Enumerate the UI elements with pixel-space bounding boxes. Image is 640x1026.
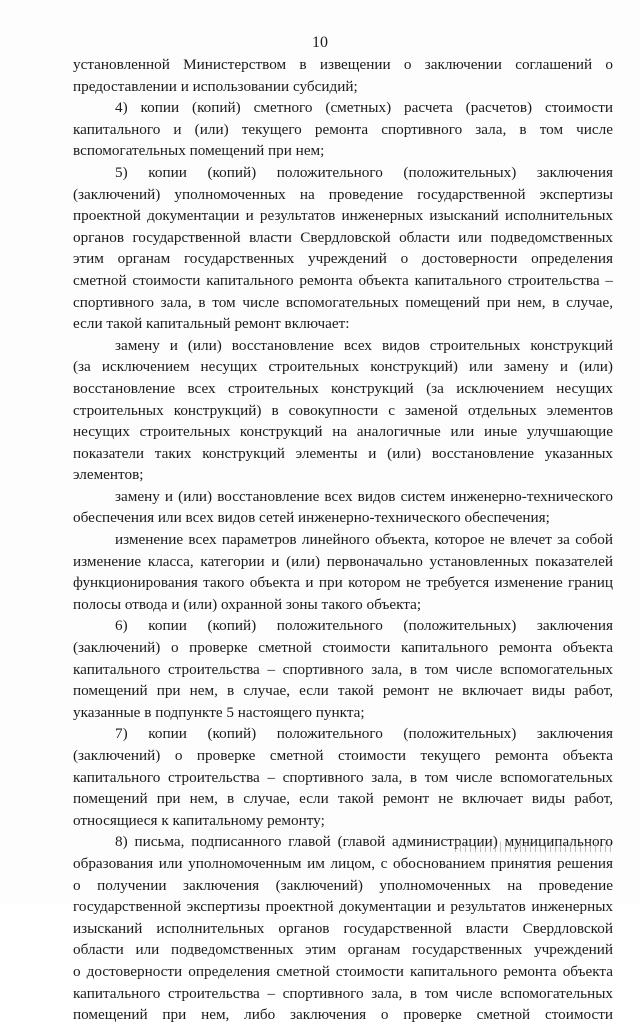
text-line: 5) копии (копий) положительного (положительных) заключения: [115, 163, 613, 181]
text-line: восстановление всех строительных конструкций (за исключением несущих: [73, 379, 613, 397]
text-line: проектной документации и результатов инженерных изысканий исполнительных: [73, 207, 613, 225]
text-line: замену и (или) восстановление всех видов систем инженерно-технического: [115, 487, 613, 505]
text-line: несущих строительных конструкций на аналогичные или иные улучшающие: [73, 423, 613, 441]
text-line: указанные в подпункте 5 настоящего пункта;: [73, 703, 365, 721]
scan-artifact: [455, 842, 615, 852]
text-line: государственной экспертизы проектной документации и результатов инженерных: [73, 898, 613, 916]
text-line: сметной стоимости капитального ремонта объекта капитального строительства –: [73, 271, 613, 289]
text-line: капитального и (или) текущего ремонта спортивного зала, в том числе: [73, 120, 613, 138]
text-line: показатели таких конструкций элементы и (или) восстановление указанных: [73, 444, 613, 462]
text-line: изысканий исполнительных органов государственной власти Свердловской: [73, 919, 613, 937]
text-line: о достоверности определения сметной стоимости капитального ремонта объекта: [73, 962, 613, 980]
text-line: 7) копии (копий) положительного (положительных) заключения: [115, 725, 613, 743]
text-line: предоставлении и использовании субсидий;: [73, 77, 358, 95]
text-line: строительных конструкций) в совокупности с заменой отдельных элементов: [73, 401, 613, 419]
text-line: 8) письма, подписанного главой (главой администрации) муниципального: [115, 833, 613, 851]
text-line: вспомогательных помещений при нем;: [73, 142, 325, 160]
text-line: помещений при нем, в случае, если такой ремонт не включает виды работ,: [73, 790, 613, 808]
text-line: этим органам государственных учреждений о достоверности определения: [73, 250, 613, 268]
text-line: функционирования такого объекта и при котором не требуется изменение границ: [73, 574, 613, 592]
text-line: помещений при нем, либо заключения о проверке сметной стоимости: [73, 1006, 613, 1024]
text-line: если такой капитальный ремонт включает:: [73, 315, 350, 333]
text-line: полосы отвода и (или) охранной зоны такого объекта;: [73, 595, 422, 613]
text-line: изменение всех параметров линейного объекта, которое не влечет за собой: [115, 531, 613, 549]
text-line: о получении заключения (заключений) уполномоченных на проведение: [73, 876, 613, 894]
text-line: обеспечения или всех видов сетей инженерно-технического обеспечения;: [73, 509, 550, 527]
text-line: капитального строительства – спортивного зала, в том числе вспомогательных: [73, 984, 613, 1002]
text-line: капитального строительства – спортивного зала, в том числе вспомогательных: [73, 768, 613, 786]
text-line: капитального строительства – спортивного зала, в том числе вспомогательных: [73, 660, 613, 678]
text-line: (заключений) уполномоченных на проведение государственной экспертизы: [73, 185, 613, 203]
text-line: (заключений) о проверке сметной стоимости текущего ремонта объекта: [73, 747, 613, 764]
document-body: [73, 54, 613, 1026]
text-line: органов государственной власти Свердловской области или подведомственных: [73, 228, 613, 246]
text-line: относящиеся к капитальному ремонту;: [73, 811, 325, 829]
text-line: области или подведомственных этим органам государственных учреждений: [73, 941, 613, 959]
text-line: (за исключением несущих строительных конструкций) или замену и (или): [73, 358, 613, 376]
text-line: 6) копии (копий) положительного (положительных) заключения: [115, 617, 613, 635]
text-line: замену и (или) восстановление всех видов строительных конструкций: [115, 336, 613, 354]
text-line: спортивного зала, в том числе вспомогательных помещений при нем, в случае,: [73, 293, 613, 311]
text-line: 4) копии (копий) сметного (сметных) расчета (расчетов) стоимости: [115, 99, 613, 117]
text-line: установленной Министерством в извещении о заключении соглашений о: [73, 56, 613, 73]
page-number: 10: [312, 34, 328, 51]
text-line: образования или уполномоченным им лицом, с обоснованием принятия решения: [73, 854, 613, 872]
text-line: (заключений) о проверке сметной стоимости капитального ремонта объекта: [73, 639, 613, 657]
text-line: помещений при нем, в случае, если такой ремонт не включает виды работ,: [73, 682, 613, 700]
text-line: изменение класса, категории и (или) первоначально установленных показателей: [73, 552, 613, 570]
text-line: элементов;: [73, 466, 144, 484]
